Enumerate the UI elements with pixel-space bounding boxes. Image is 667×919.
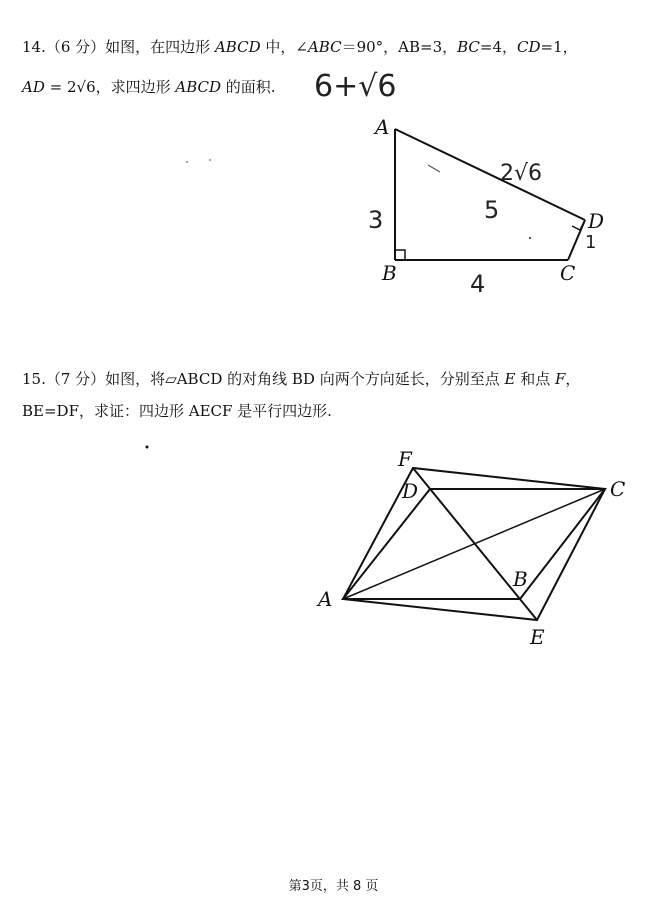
- vertex-label-c: C: [610, 477, 626, 501]
- problem14-text: =1，: [540, 38, 578, 56]
- problem15-point-e: E: [504, 370, 516, 388]
- problem15-line2: BE=DF，求证：四边形 AECF 是平行四边形.: [22, 402, 332, 420]
- vertex-label-d: D: [588, 209, 605, 233]
- pencil-dot: [529, 237, 531, 239]
- hand-label-ad: 2√6: [500, 161, 543, 186]
- problem15-text: 和点: [515, 370, 555, 388]
- right-angle-mark-b: [395, 250, 405, 260]
- stray-mark: [209, 159, 211, 161]
- stray-mark: [146, 446, 149, 449]
- problem15-number: 15.: [22, 370, 46, 388]
- parallelogram-figure: [0, 420, 667, 680]
- vertex-label-b: B: [382, 261, 397, 285]
- problem14-points: （6 分）: [45, 38, 106, 56]
- problem15-text: 的对角线 BD 向两个方向延长，分别至点: [222, 370, 505, 388]
- handwritten-answer: [312, 58, 397, 104]
- vertex-label-d: D: [402, 479, 419, 503]
- problem15-point-f: F: [555, 370, 566, 388]
- problem14-cd: CD: [517, 38, 541, 56]
- problem14-quad: ABCD: [214, 38, 261, 56]
- right-angle-mark-d: [572, 220, 585, 230]
- page-footer: 第3页，共 8 页: [288, 879, 379, 894]
- problem14-text: 中，: [260, 38, 296, 56]
- problem14-line2: [22, 76, 276, 97]
- vertex-label-b: B: [513, 567, 528, 591]
- problem14-ad: AD: [22, 78, 45, 96]
- hand-label-bc: 4: [470, 270, 486, 298]
- problem14-number: 14.: [22, 38, 46, 56]
- problem15-points: （7 分）: [45, 370, 106, 388]
- problem15-parallelogram: ▱ABCD: [165, 370, 223, 388]
- vertex-label-a: A: [375, 115, 390, 139]
- problem15-text: ，: [565, 370, 581, 388]
- problem14-bc: BC: [457, 38, 480, 56]
- problem14-text: ，求四边形: [95, 78, 176, 96]
- handwritten-answer-text: 6+√6: [314, 69, 397, 104]
- vertex-label-a: A: [318, 587, 333, 611]
- problem15-line1: [22, 368, 580, 389]
- pencil-mark: [428, 165, 440, 172]
- problem14-line1: [22, 36, 578, 57]
- hand-label-ac: 5: [484, 196, 500, 224]
- hand-label-cd: 1: [585, 232, 597, 253]
- problem14-text: ＝90°，AB=3，: [341, 38, 458, 56]
- vertex-label-f: F: [398, 447, 412, 471]
- problem14-angle: ∠ABC: [295, 38, 342, 56]
- hand-label-ab: 3: [368, 206, 384, 234]
- diagonal-ac: [343, 489, 605, 599]
- problem15-text: 如图，将: [105, 370, 166, 388]
- vertex-label-e: E: [530, 625, 545, 649]
- problem14-text: 如图，在四边形: [105, 38, 215, 56]
- vertex-label-c: C: [560, 261, 576, 285]
- problem14-text: =4，: [479, 38, 518, 56]
- problem14-quad: ABCD: [175, 78, 222, 96]
- problem14-text: 的面积.: [221, 78, 276, 96]
- problem14-ad-value: = 2√6: [44, 78, 96, 96]
- stray-mark: [186, 161, 188, 163]
